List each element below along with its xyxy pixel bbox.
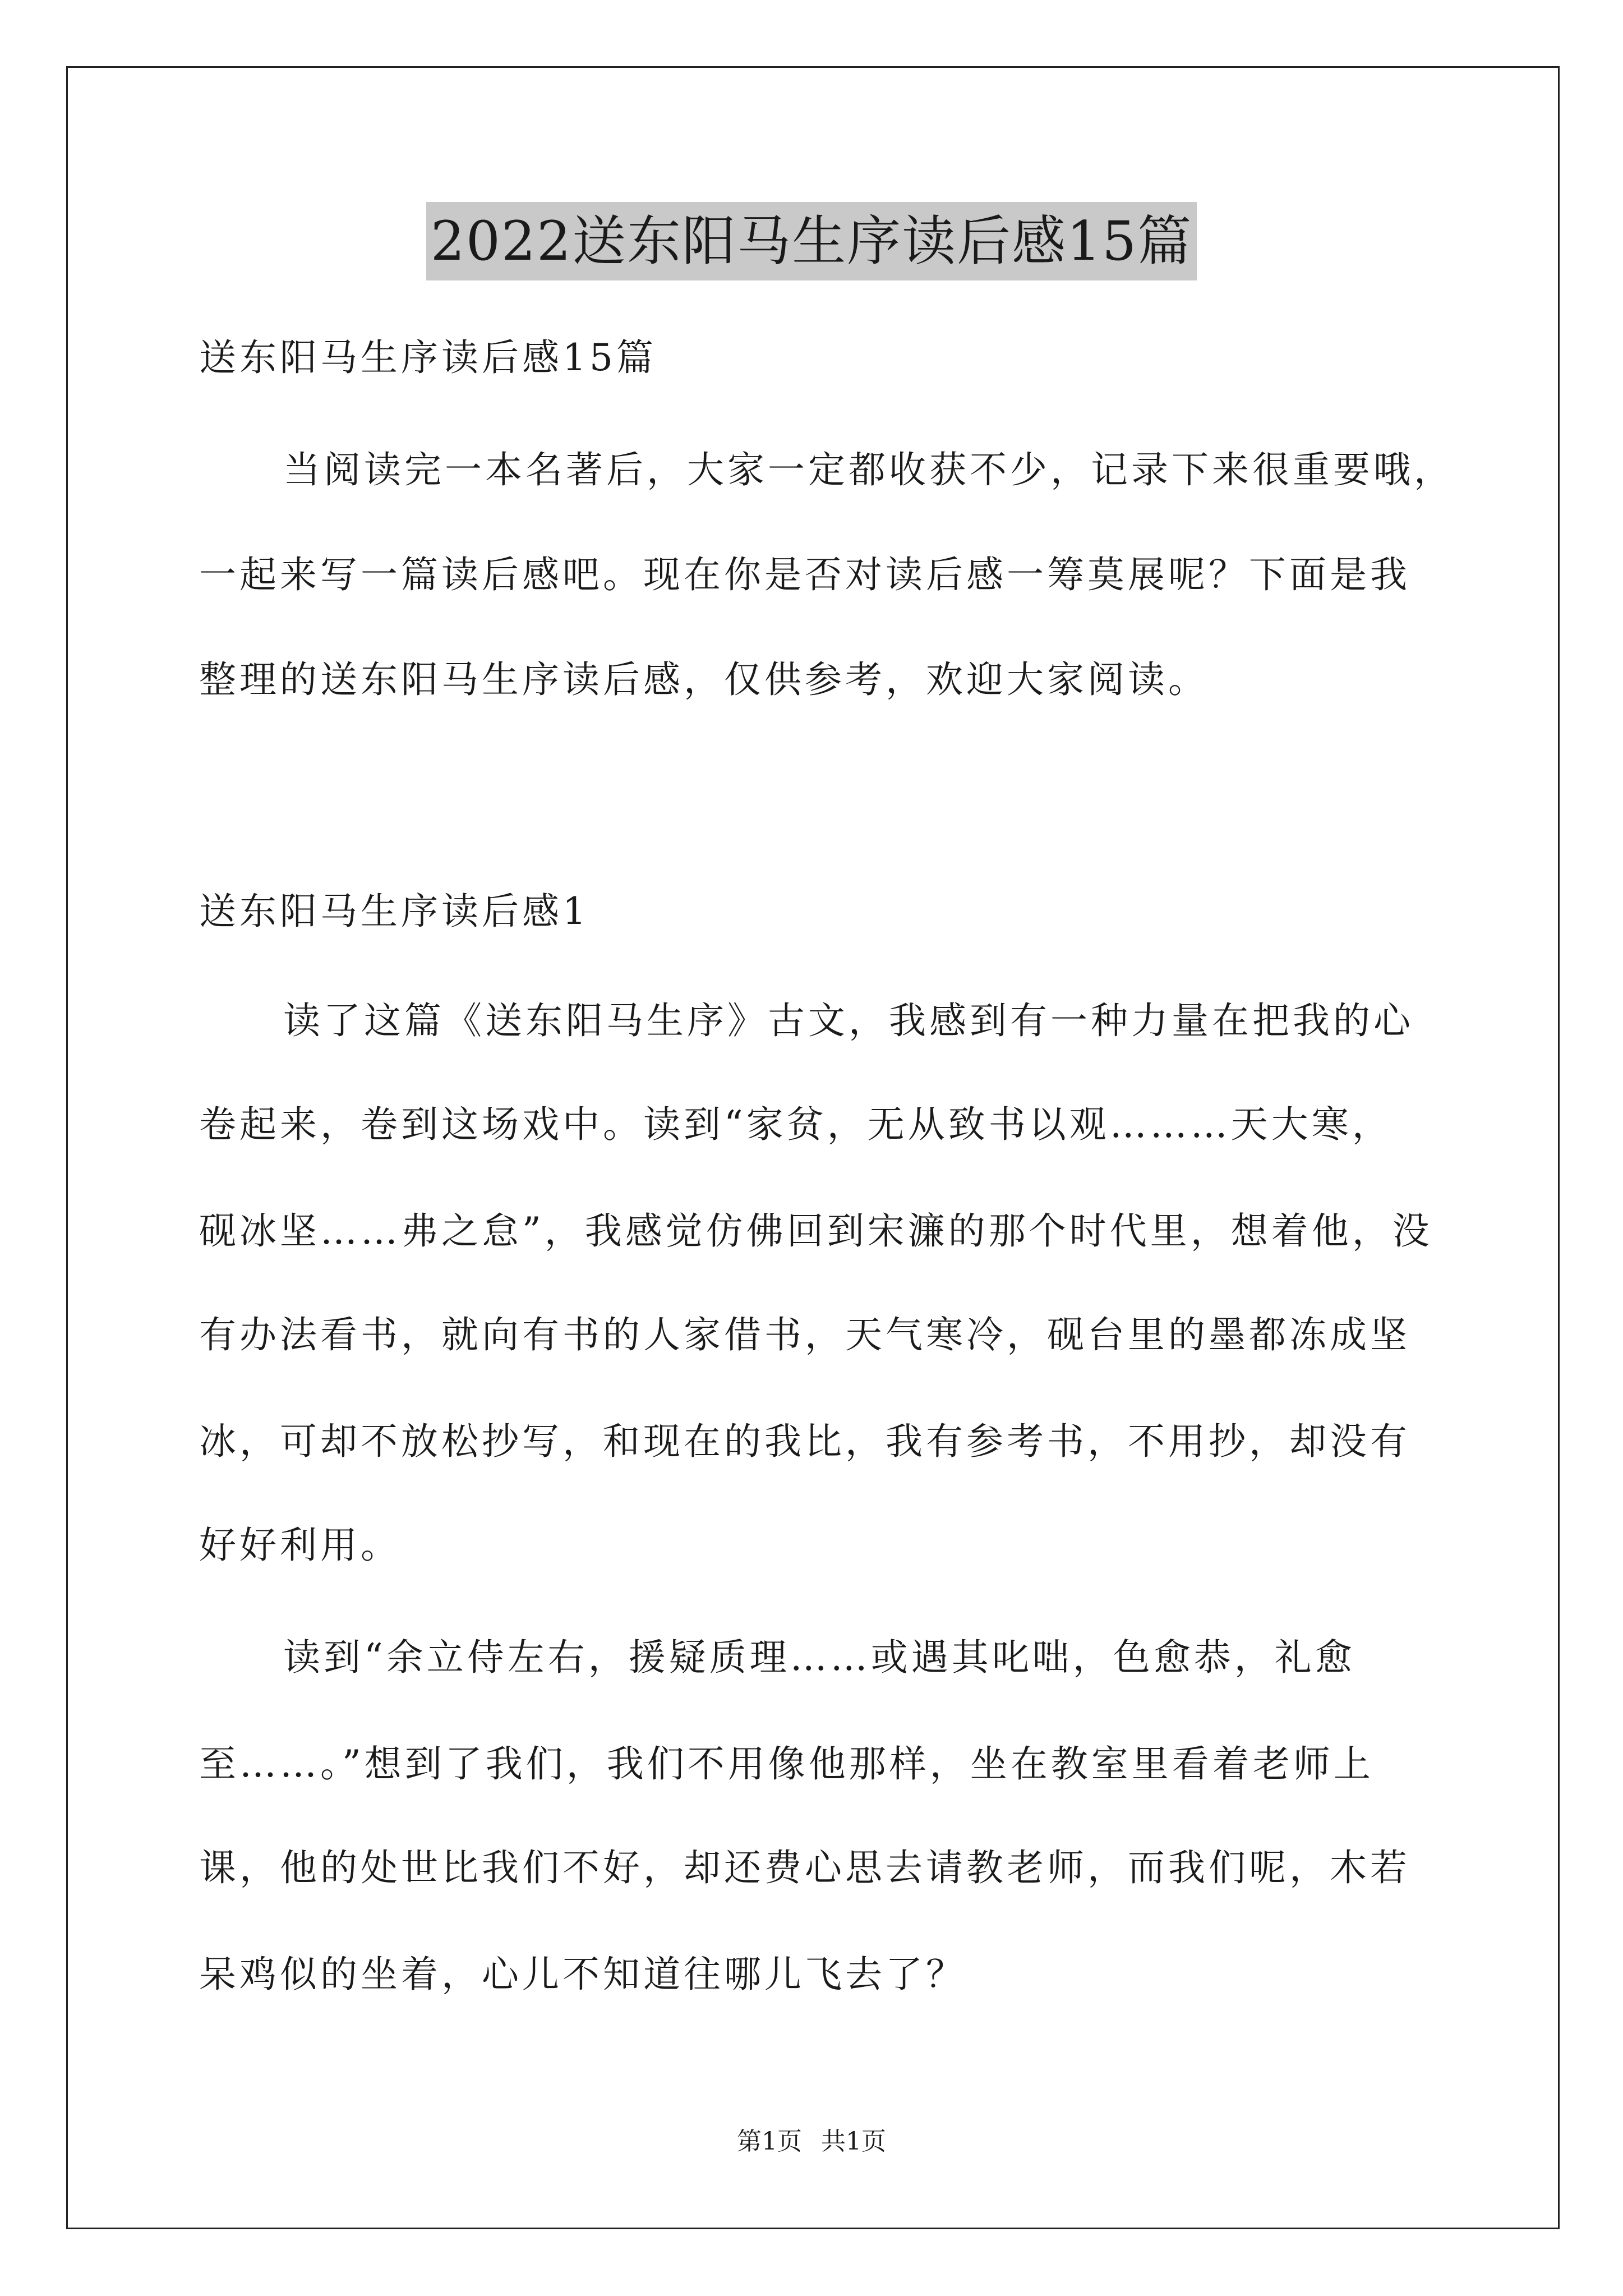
- document-title: 2022送东阳马生序读后感15篇: [426, 202, 1197, 280]
- section-heading: 送东阳马生序读后感15篇: [199, 336, 657, 379]
- page-border: [66, 66, 1560, 2229]
- paragraph-line: 当阅读完一本名著后，大家一定都收获不少，记录下来很重要哦，: [283, 448, 1454, 491]
- paragraph-line: 有办法看书，就向有书的人家借书，天气寒冷，砚台里的墨都冻成坚: [199, 1313, 1410, 1356]
- paragraph-line: 砚冰坚……弗之怠”，我感觉仿佛回到宋濂的那个时代里，想着他，没: [199, 1209, 1433, 1253]
- paragraph-line: 一起来写一篇读后感吧。现在你是否对读后感一筹莫展呢？下面是我: [199, 553, 1410, 596]
- paragraph-line: 课，他的处世比我们不好，却还费心思去请教老师，而我们呢，木若: [199, 1846, 1410, 1889]
- paragraph-line: 读了这篇《送东阳马生序》古文，我感到有一种力量在把我的心: [283, 999, 1414, 1042]
- paragraph-line: 好好利用。: [199, 1524, 401, 1567]
- paragraph-line: 呆鸡似的坐着，心儿不知道往哪儿飞去了？: [199, 1953, 966, 1996]
- paragraph-line: 至……。”想到了我们，我们不用像他那样，坐在教室里看着老师上: [199, 1742, 1374, 1786]
- page-footer: [0, 2126, 1623, 2157]
- page-number-current: 第1页: [737, 2127, 802, 2156]
- paragraph-line: 读到“余立侍左右，援疑质理……或遇其叱咄，色愈恭，礼愈: [283, 1636, 1355, 1679]
- page-number-total: 共1页: [821, 2127, 886, 2156]
- paragraph-line: 冰，可却不放松抄写，和现在的我比，我有参考书，不用抄，却没有: [199, 1420, 1410, 1463]
- title-container: [0, 202, 1623, 280]
- paragraph-line: 卷起来，卷到这场戏中。读到“家贫，无从致书以观………天大寒，: [199, 1103, 1393, 1146]
- paragraph-line: 整理的送东阳马生序读后感，仅供参考，欢迎大家阅读。: [199, 658, 1209, 701]
- section-heading: 送东阳马生序读后感1: [199, 890, 589, 933]
